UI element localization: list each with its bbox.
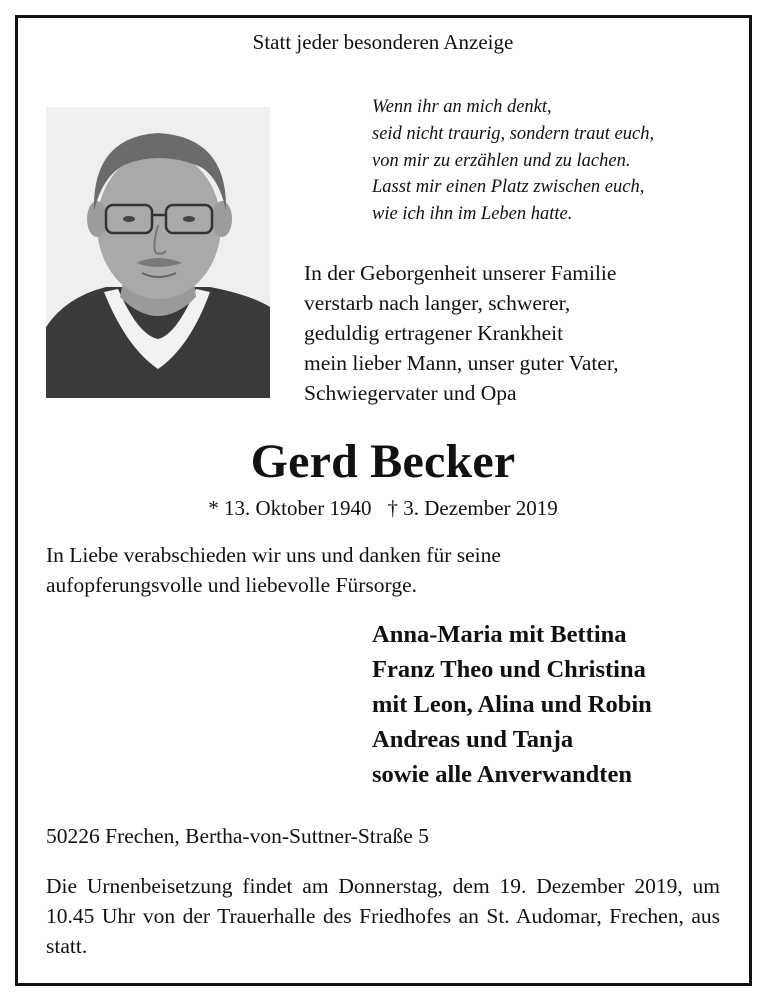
thanks-line: In Liebe verabschieden wir uns und danken für seine	[46, 543, 501, 567]
portrait-photo	[46, 107, 270, 398]
intro-line: verstarb nach langer, schwerer,	[304, 291, 571, 315]
poem	[372, 94, 742, 228]
burial-notice: Die Urnenbeisetzung findet am Donnerstag, dem 19. Dezember 2019, um 10.45 Uhr von der Trauerhalle des Friedhofes an St. Audomar, Frechen, aus statt.	[46, 874, 720, 958]
family-line: Franz Theo und Christina	[372, 656, 646, 683]
birth-date: * 13. Oktober 1940	[208, 496, 372, 520]
deceased-name: Gerd Becker	[250, 435, 516, 488]
poem-line: Lasst mir einen Platz zwischen euch,	[372, 177, 645, 198]
intro-line: Schwiegervater und Opa	[304, 381, 517, 405]
intro-line: In der Geborgenheit unserer Familie	[304, 261, 617, 285]
family-line: Anna-Maria mit Bettina	[372, 621, 627, 648]
intro-line: mein lieber Mann, unser guter Vater,	[304, 351, 619, 375]
poem-line: wie ich ihn im Leben hatte.	[372, 204, 573, 225]
family-line: Andreas und Tanja	[372, 726, 574, 753]
life-dates	[0, 496, 766, 521]
family-line: mit Leon, Alina und Robin	[372, 691, 652, 718]
thanks-line: aufopferungsvolle und liebevolle Fürsorge.	[46, 573, 417, 597]
death-date: † 3. Dezember 2019	[387, 496, 558, 520]
poem-line: seid nicht traurig, sondern traut euch,	[372, 123, 655, 144]
header-line: Statt jeder besonderen Anzeige	[252, 30, 514, 54]
intro-line: geduldig ertragener Krankheit	[304, 321, 564, 345]
intro-text	[304, 258, 744, 408]
family-line: sowie alle Anverwandten	[372, 761, 632, 788]
poem-line: Wenn ihr an mich denkt,	[372, 97, 552, 117]
poem-line: von mir zu erzählen und zu lachen.	[372, 150, 631, 171]
family-signatures	[372, 617, 742, 792]
thanks-text	[46, 540, 726, 600]
address: 50226 Frechen, Bertha-von-Suttner-Straße 5	[46, 824, 429, 848]
